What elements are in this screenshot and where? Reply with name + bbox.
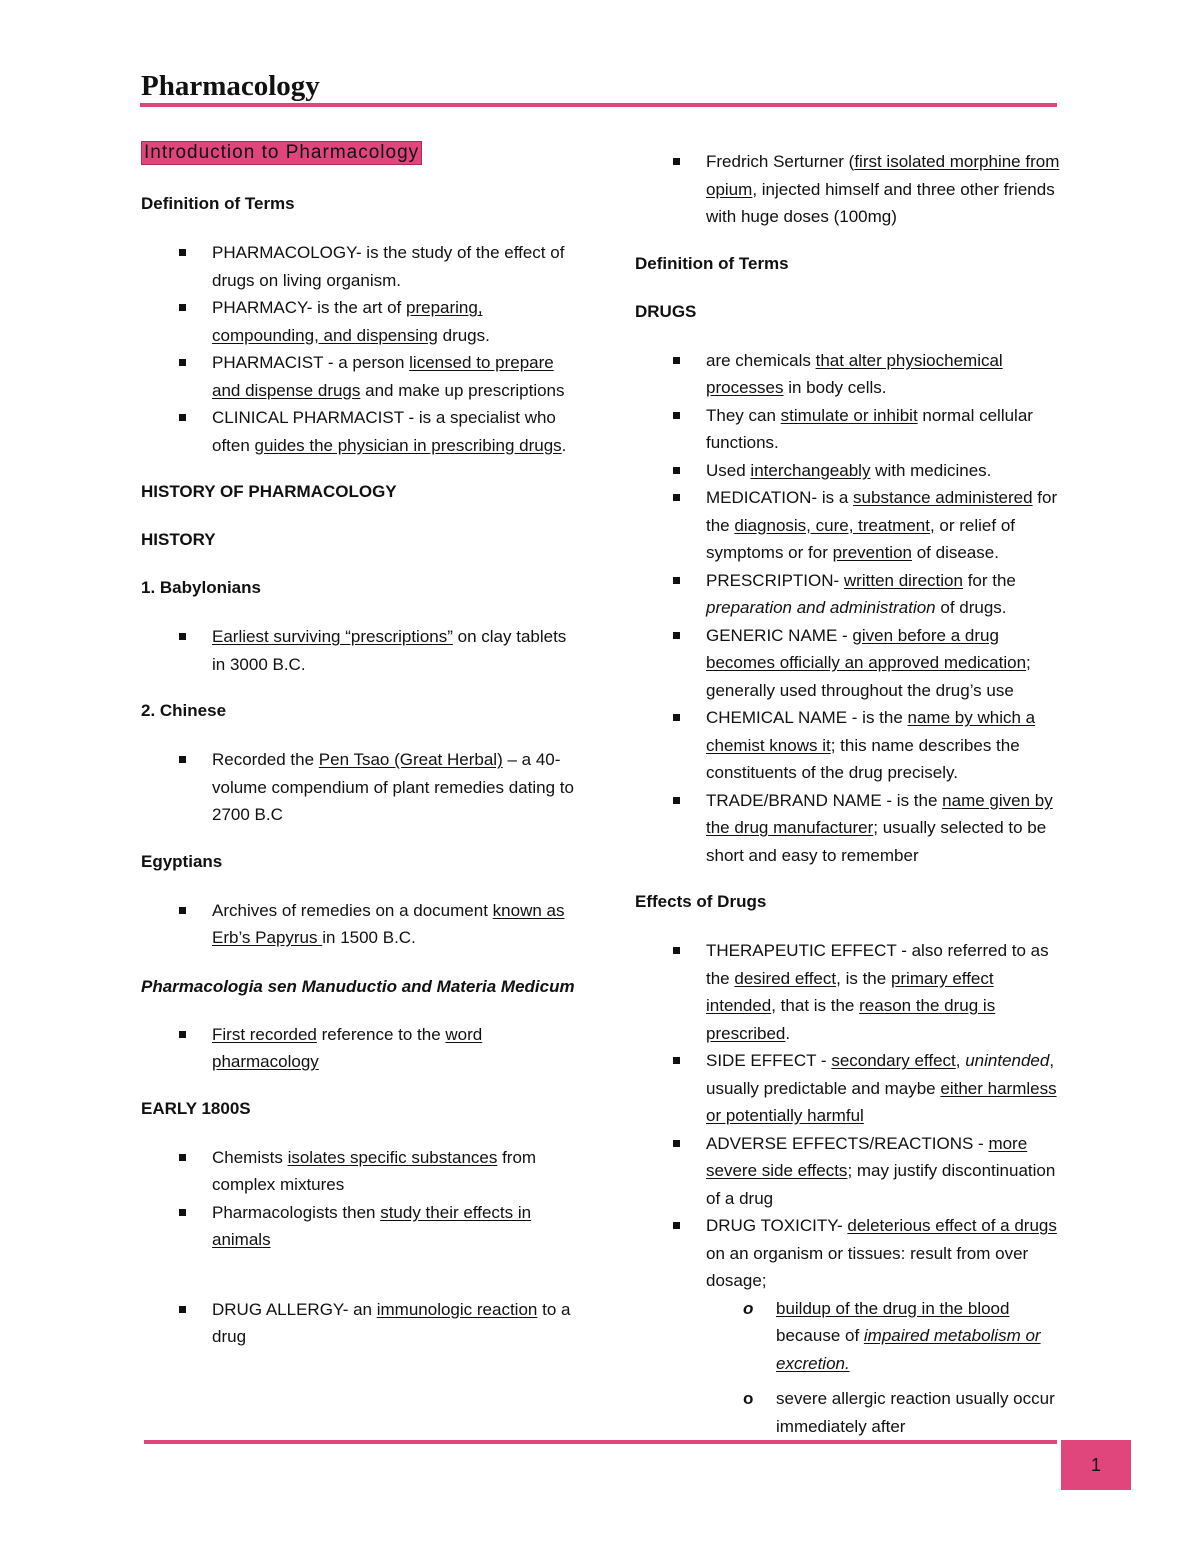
list-item: PHARMACY- is the art of preparing, compounding, and dispensing drugs. [141, 294, 581, 349]
list-item: PRESCRIPTION- written direction for the preparation and administration of drugs. [635, 567, 1065, 622]
list-item: PHARMACOLOGY- is the study of the effect of drugs on living organism. [141, 239, 581, 294]
list-item: Earliest surviving “prescriptions” on clay tablets in 3000 B.C. [141, 623, 581, 678]
list-item: Fredrich Serturner (first isolated morphine from opium, injected himself and three other friends with huge doses (100mg) [635, 148, 1065, 231]
list-item: Recorded the Pen Tsao (Great Herbal) – a 40-volume compendium of plant remedies dating to 2700 B.C [141, 746, 581, 829]
list-item: Chemists isolates specific substances from complex mixtures [141, 1144, 581, 1199]
sub-bullet-marker: o [743, 1389, 754, 1408]
list-item: o severe allergic reaction usually occur immediately after [635, 1385, 1065, 1440]
title-divider [140, 103, 1057, 107]
definition-heading: Definition of Terms [635, 253, 789, 273]
effects-list [635, 937, 1065, 1295]
list-item: CHEMICAL NAME - is the name by which a chemist knows it; this name describes the constituents of the drug precisely. [635, 704, 1065, 787]
pharmacologia-heading: Pharmacologia sen Manuductio and Materia Medicum [141, 976, 575, 996]
effects-heading: Effects of Drugs [635, 892, 767, 911]
drugs-list [635, 347, 1065, 870]
sub-bullet-marker: o [743, 1298, 754, 1318]
list-item: Archives of remedies on a document known as Erb’s Papyrus in 1500 B.C. [141, 897, 581, 952]
list-item: Used interchangeably with medicines. [635, 457, 1065, 485]
list-item: They can stimulate or inhibit normal cellular functions. [635, 402, 1065, 457]
history-subheading: HISTORY [141, 530, 216, 549]
footer-divider [144, 1440, 1057, 1444]
early-1800s-heading: EARLY 1800S [141, 1098, 251, 1118]
page-number: 1 [1061, 1440, 1131, 1490]
history-heading: HISTORY OF PHARMACOLOGY [141, 482, 397, 501]
list-item: DRUG TOXICITY- deleterious effect of a drugs on an organism or tissues: result from over dosage; [635, 1212, 1065, 1295]
list-item: DRUG ALLERGY- an immunologic reaction to a drug [141, 1296, 581, 1351]
chinese-heading: 2. Chinese [141, 701, 227, 720]
toxicity-sublist [635, 1295, 1065, 1378]
drugs-heading: DRUGS [635, 301, 697, 321]
left-column [141, 140, 581, 1351]
definition-heading: Definition of Terms [141, 194, 295, 213]
list-item: First recorded reference to the word pharmacology [141, 1021, 581, 1076]
section-title: Introduction to Pharmacology [141, 141, 422, 165]
right-column [635, 148, 1065, 1440]
list-item: CLINICAL PHARMACIST - is a specialist who often guides the physician in prescribing drugs. [141, 404, 581, 459]
list-item: MEDICATION- is a substance administered for the diagnosis, cure, treatment, or relief of symptoms or for prevention of disease. [635, 484, 1065, 567]
babylonians-heading: 1. Babylonians [141, 578, 261, 597]
egyptians-heading: Egyptians [141, 851, 223, 871]
list-item: Pharmacologists then study their effects in animals [141, 1199, 581, 1254]
list-item: SIDE EFFECT - secondary effect, unintended, usually predictable and maybe either harmless or potentially harmful [635, 1047, 1065, 1130]
list-item: are chemicals that alter physiochemical processes in body cells. [635, 347, 1065, 402]
list-item: THERAPEUTIC EFFECT - also referred to as the desired effect, is the primary effect intended, that is the reason the drug is prescribed. [635, 937, 1065, 1047]
list-item: GENERIC NAME - given before a drug becomes officially an approved medication; generally used throughout the drug’s use [635, 622, 1065, 705]
definition-list [141, 239, 581, 459]
list-item: o buildup of the drug in the blood because of impaired metabolism or excretion. [635, 1295, 1065, 1378]
list-item: PHARMACIST - a person licensed to prepare and dispense drugs and make up prescriptions [141, 349, 581, 404]
list-item: ADVERSE EFFECTS/REACTIONS - more severe side effects; may justify discontinuation of a drug [635, 1130, 1065, 1213]
document-title: Pharmacology [141, 70, 320, 102]
list-item: TRADE/BRAND NAME - is the name given by the drug manufacturer; usually selected to be short and easy to remember [635, 787, 1065, 870]
